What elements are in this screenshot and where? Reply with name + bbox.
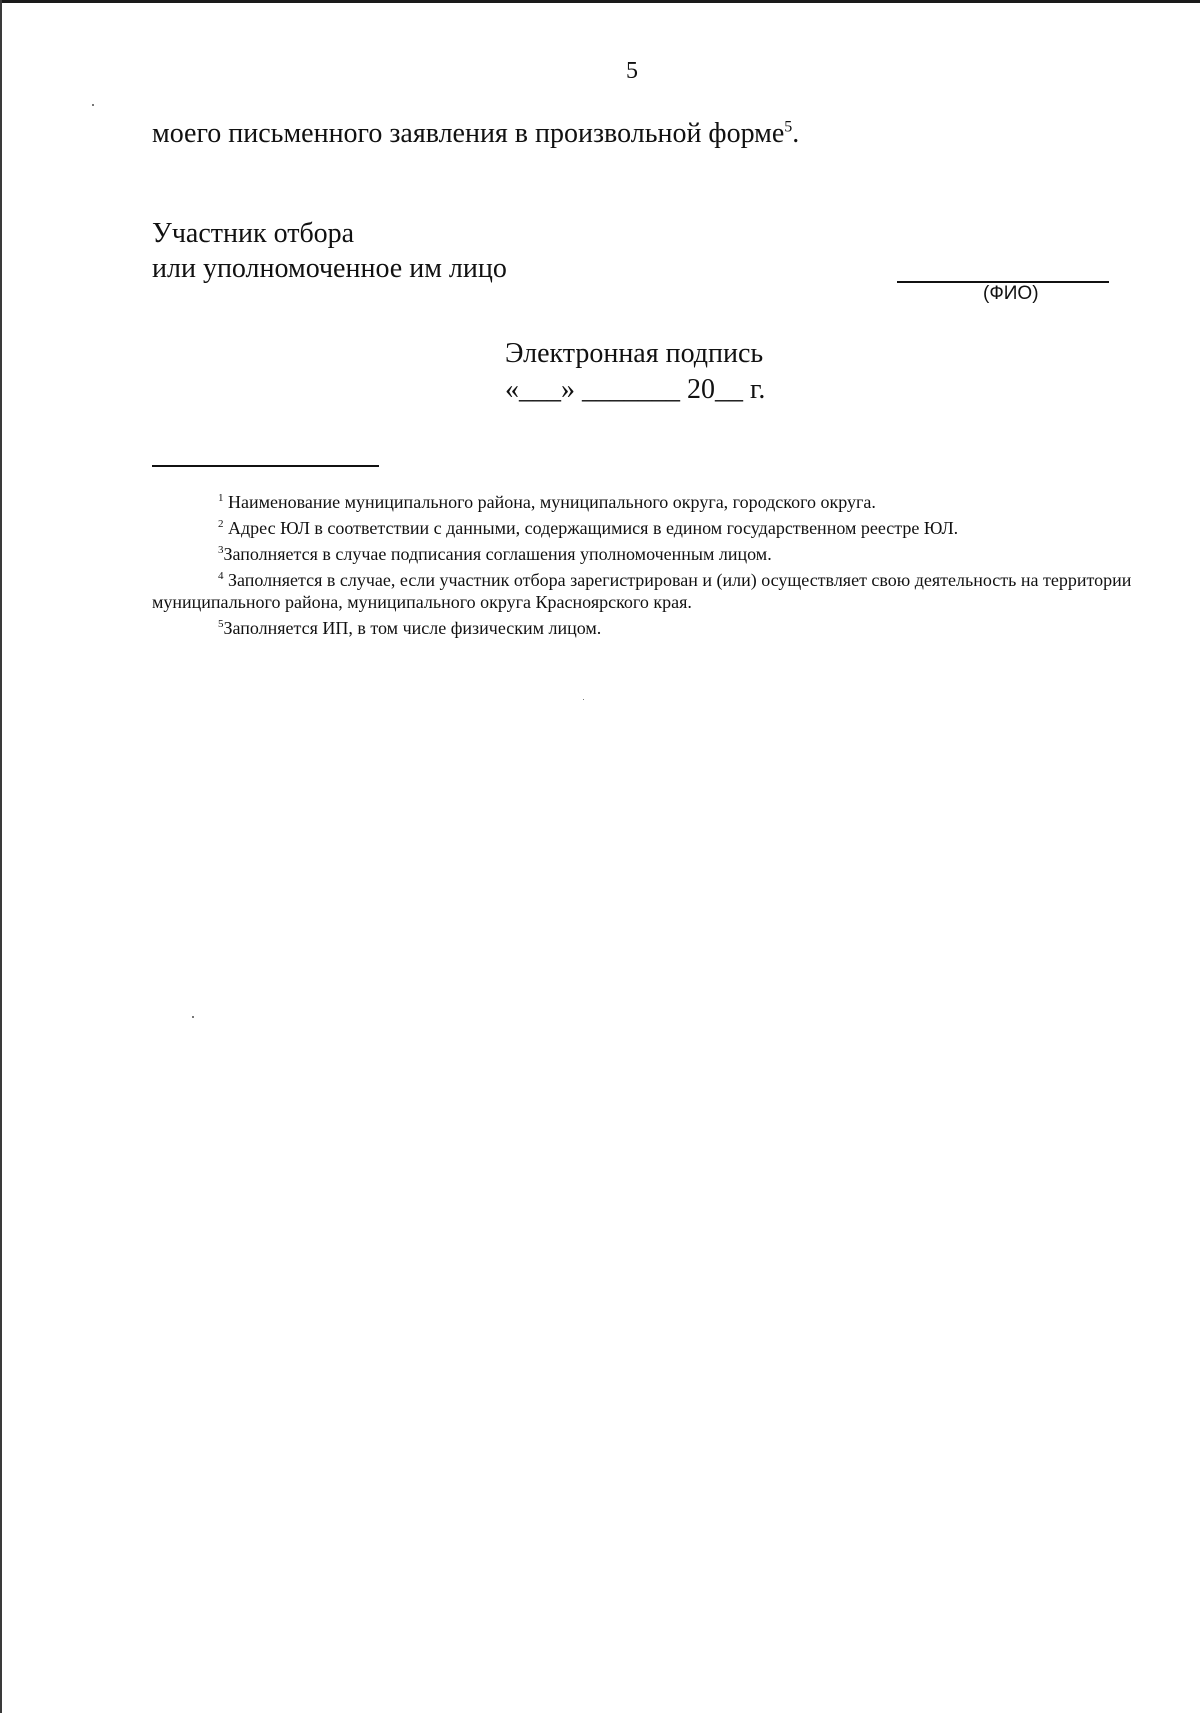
footnote-number: 3 [218, 544, 224, 556]
scan-speck [583, 699, 584, 700]
page-number: 5 [626, 58, 638, 84]
signatory-role-line-2: или уполномоченное им лицо [152, 253, 507, 284]
footnote-3 [152, 539, 1132, 565]
footnote-text: Заполняется в случае подписания соглашения уполномоченным лицом. [223, 544, 772, 564]
footnote-text: Адрес ЮЛ в соответствии с данными, содержащимися в едином государственном реестре ЮЛ. [223, 518, 959, 538]
fio-caption: (ФИО) [983, 283, 1039, 304]
footnote-2 [152, 513, 1132, 539]
footnote-number: 2 [218, 518, 224, 530]
footnote-number: 1 [218, 492, 224, 504]
scan-speck [192, 1016, 194, 1018]
footnote-separator [152, 465, 379, 467]
footnote-text: Заполняется ИП, в том числе физическим лицом. [223, 618, 602, 638]
footnotes [152, 487, 1132, 639]
footnote-4 [152, 565, 1132, 613]
scan-border-left [0, 0, 2, 1713]
footnote-5 [152, 613, 1132, 639]
electronic-signature-label: Электронная подпись [505, 338, 764, 369]
scan-border-top [0, 0, 1200, 3]
footnote-1 [152, 487, 1132, 513]
footnote-text: Наименование муниципального района, муниципального округа, городского округа. [223, 492, 876, 512]
scan-speck [92, 104, 94, 106]
footnote-number: 5 [218, 618, 224, 630]
signatory-role-line-1: Участник отбора [152, 218, 355, 249]
signatory-role [152, 216, 507, 286]
footnote-text: Заполняется в случае, если участник отбора зарегистрирован и (или) осуществляет свою деятельность на территории муниципального района, муниципального округа Красноярского края. [152, 570, 1132, 612]
footnote-number: 4 [218, 570, 224, 582]
paragraph-text: моего письменного заявления в произвольной форме [152, 118, 785, 149]
paragraph-fragment [152, 118, 799, 150]
date-template: «___» _______ 20__ г. [505, 374, 766, 405]
footnote-ref: 5 [784, 118, 793, 136]
paragraph-end: . [792, 118, 800, 149]
